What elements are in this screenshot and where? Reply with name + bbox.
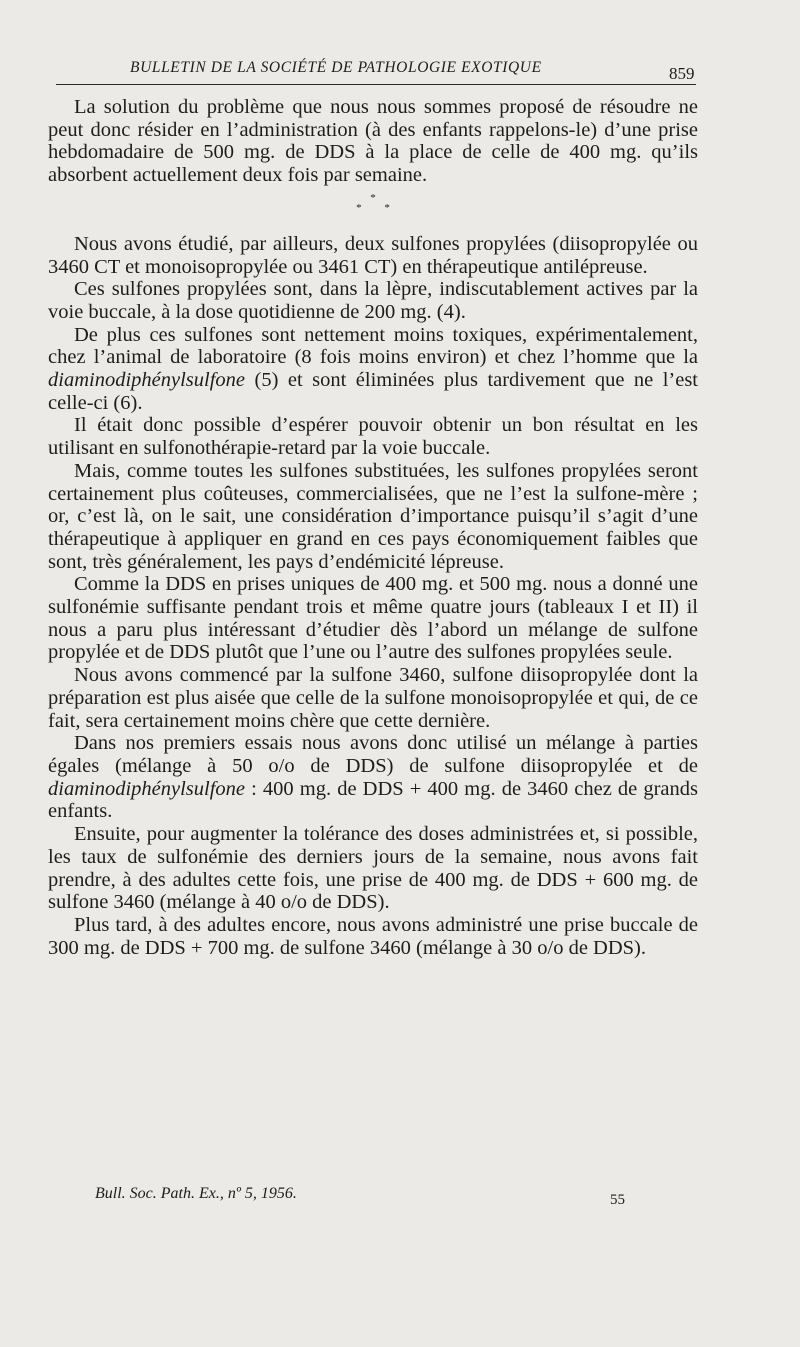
paragraph: La solution du problème que nous nous sommes proposé de résoudre ne peut donc résider en l’administration (à des enfants rappelons-le) d’une prise hebdomadaire de 500 mg. de DDS à la place de celle de 400 mg. qu’ils absorbent actuellement deux fois par semaine. [48, 96, 698, 187]
article-body [48, 96, 698, 959]
paragraph: Plus tard, à des adultes encore, nous avons administré une prise buccale de 300 mg. de DDS + 700 mg. de sulfone 3460 (mélange à 30 o/o de DDS). [48, 913, 698, 959]
paragraph: Ces sulfones propylées sont, dans la lèpre, indiscutablement actives par la voie buccale, à la dose quotidienne de 200 mg. (4). [48, 278, 698, 323]
paragraph: Mais, comme toutes les sulfones substituées, les sulfones propylées seront certainement plus coûteuses, commercialisées, que ne l’est la sulfone-mère ; or, c’est là, on le sait, une considération d’importance puisqu’il s’agit d’une thérapeutique à appliquer en grand en ces pays économiquement faibles que sont, très généralement, les pays d’endémicité lépreuse. [48, 459, 698, 573]
paragraph: Comme la DDS en prises uniques de 400 mg. et 500 mg. nous a donné une sulfonémie suffisante pendant trois et même quatre jours (tableaux I et II) il nous a paru plus intéressant d’étudier dès l’abord un mélange de sulfone propylée et de DDS plutôt que l’une ou l’autre des sulfones propylées seule. [48, 573, 698, 664]
asterism-stars-bottom: * * [356, 201, 400, 214]
paragraph: Ensuite, pour augmenter la tolérance des doses administrées et, si possible, les taux de sulfonémie des derniers jours de la semaine, nous avons fait prendre, à des adultes cette fois, une prise de 400 mg. de DDS + 600 mg. de sulfone 3460 (mélange à 40 o/o de DDS). [48, 823, 698, 914]
running-header-title: BULLETIN DE LA SOCIÉTÉ DE PATHOLOGIE EXOTIQUE [130, 59, 542, 76]
paragraph: Nous avons étudié, par ailleurs, deux sulfones propylées (diisopropylée ou 3460 CT et monoisopropylée ou 3461 CT) en thérapeutique antilépreuse. [48, 232, 698, 278]
sheet-signature-number: 55 [610, 1192, 625, 1208]
paragraph: Dans nos premiers essais nous avons donc utilisé un mélange à parties égales (mélange à 50 o/o de DDS) de sulfone diisopropylée et de diaminodiphénylsulfone : 400 mg. de DDS + 400 mg. de 3460 chez de grands enfants. [48, 732, 698, 823]
page-number: 859 [669, 64, 695, 83]
asterism-star-top: * [370, 191, 376, 204]
paragraph: Nous avons commencé par la sulfone 3460, sulfone diisopropylée dont la préparation est plus aisée que celle de la sulfone monoisopropylée et qui, de ce fait, sera certainement moins chère que cette dernière. [48, 664, 698, 732]
paragraph: De plus ces sulfones sont nettement moins toxiques, expérimentalement, chez l’animal de laboratoire (8 fois moins environ) et chez l’homme que la diaminodiphénylsulfone (5) et sont éliminées plus tardivement que ne l’est celle-ci (6). [48, 323, 698, 414]
footer-citation: Bull. Soc. Path. Ex., nº 5, 1956. [95, 1185, 297, 1202]
italic-term: diaminodiphénylsulfone [48, 777, 246, 800]
italic-term: diaminodiphénylsulfone [48, 369, 246, 392]
paragraph: Il était donc possible d’espérer pouvoir obtenir un bon résultat en les utilisant en sulfonothérapie-retard par la voie buccale. [48, 414, 698, 460]
section-asterism [48, 187, 698, 219]
header-rule [56, 84, 696, 85]
